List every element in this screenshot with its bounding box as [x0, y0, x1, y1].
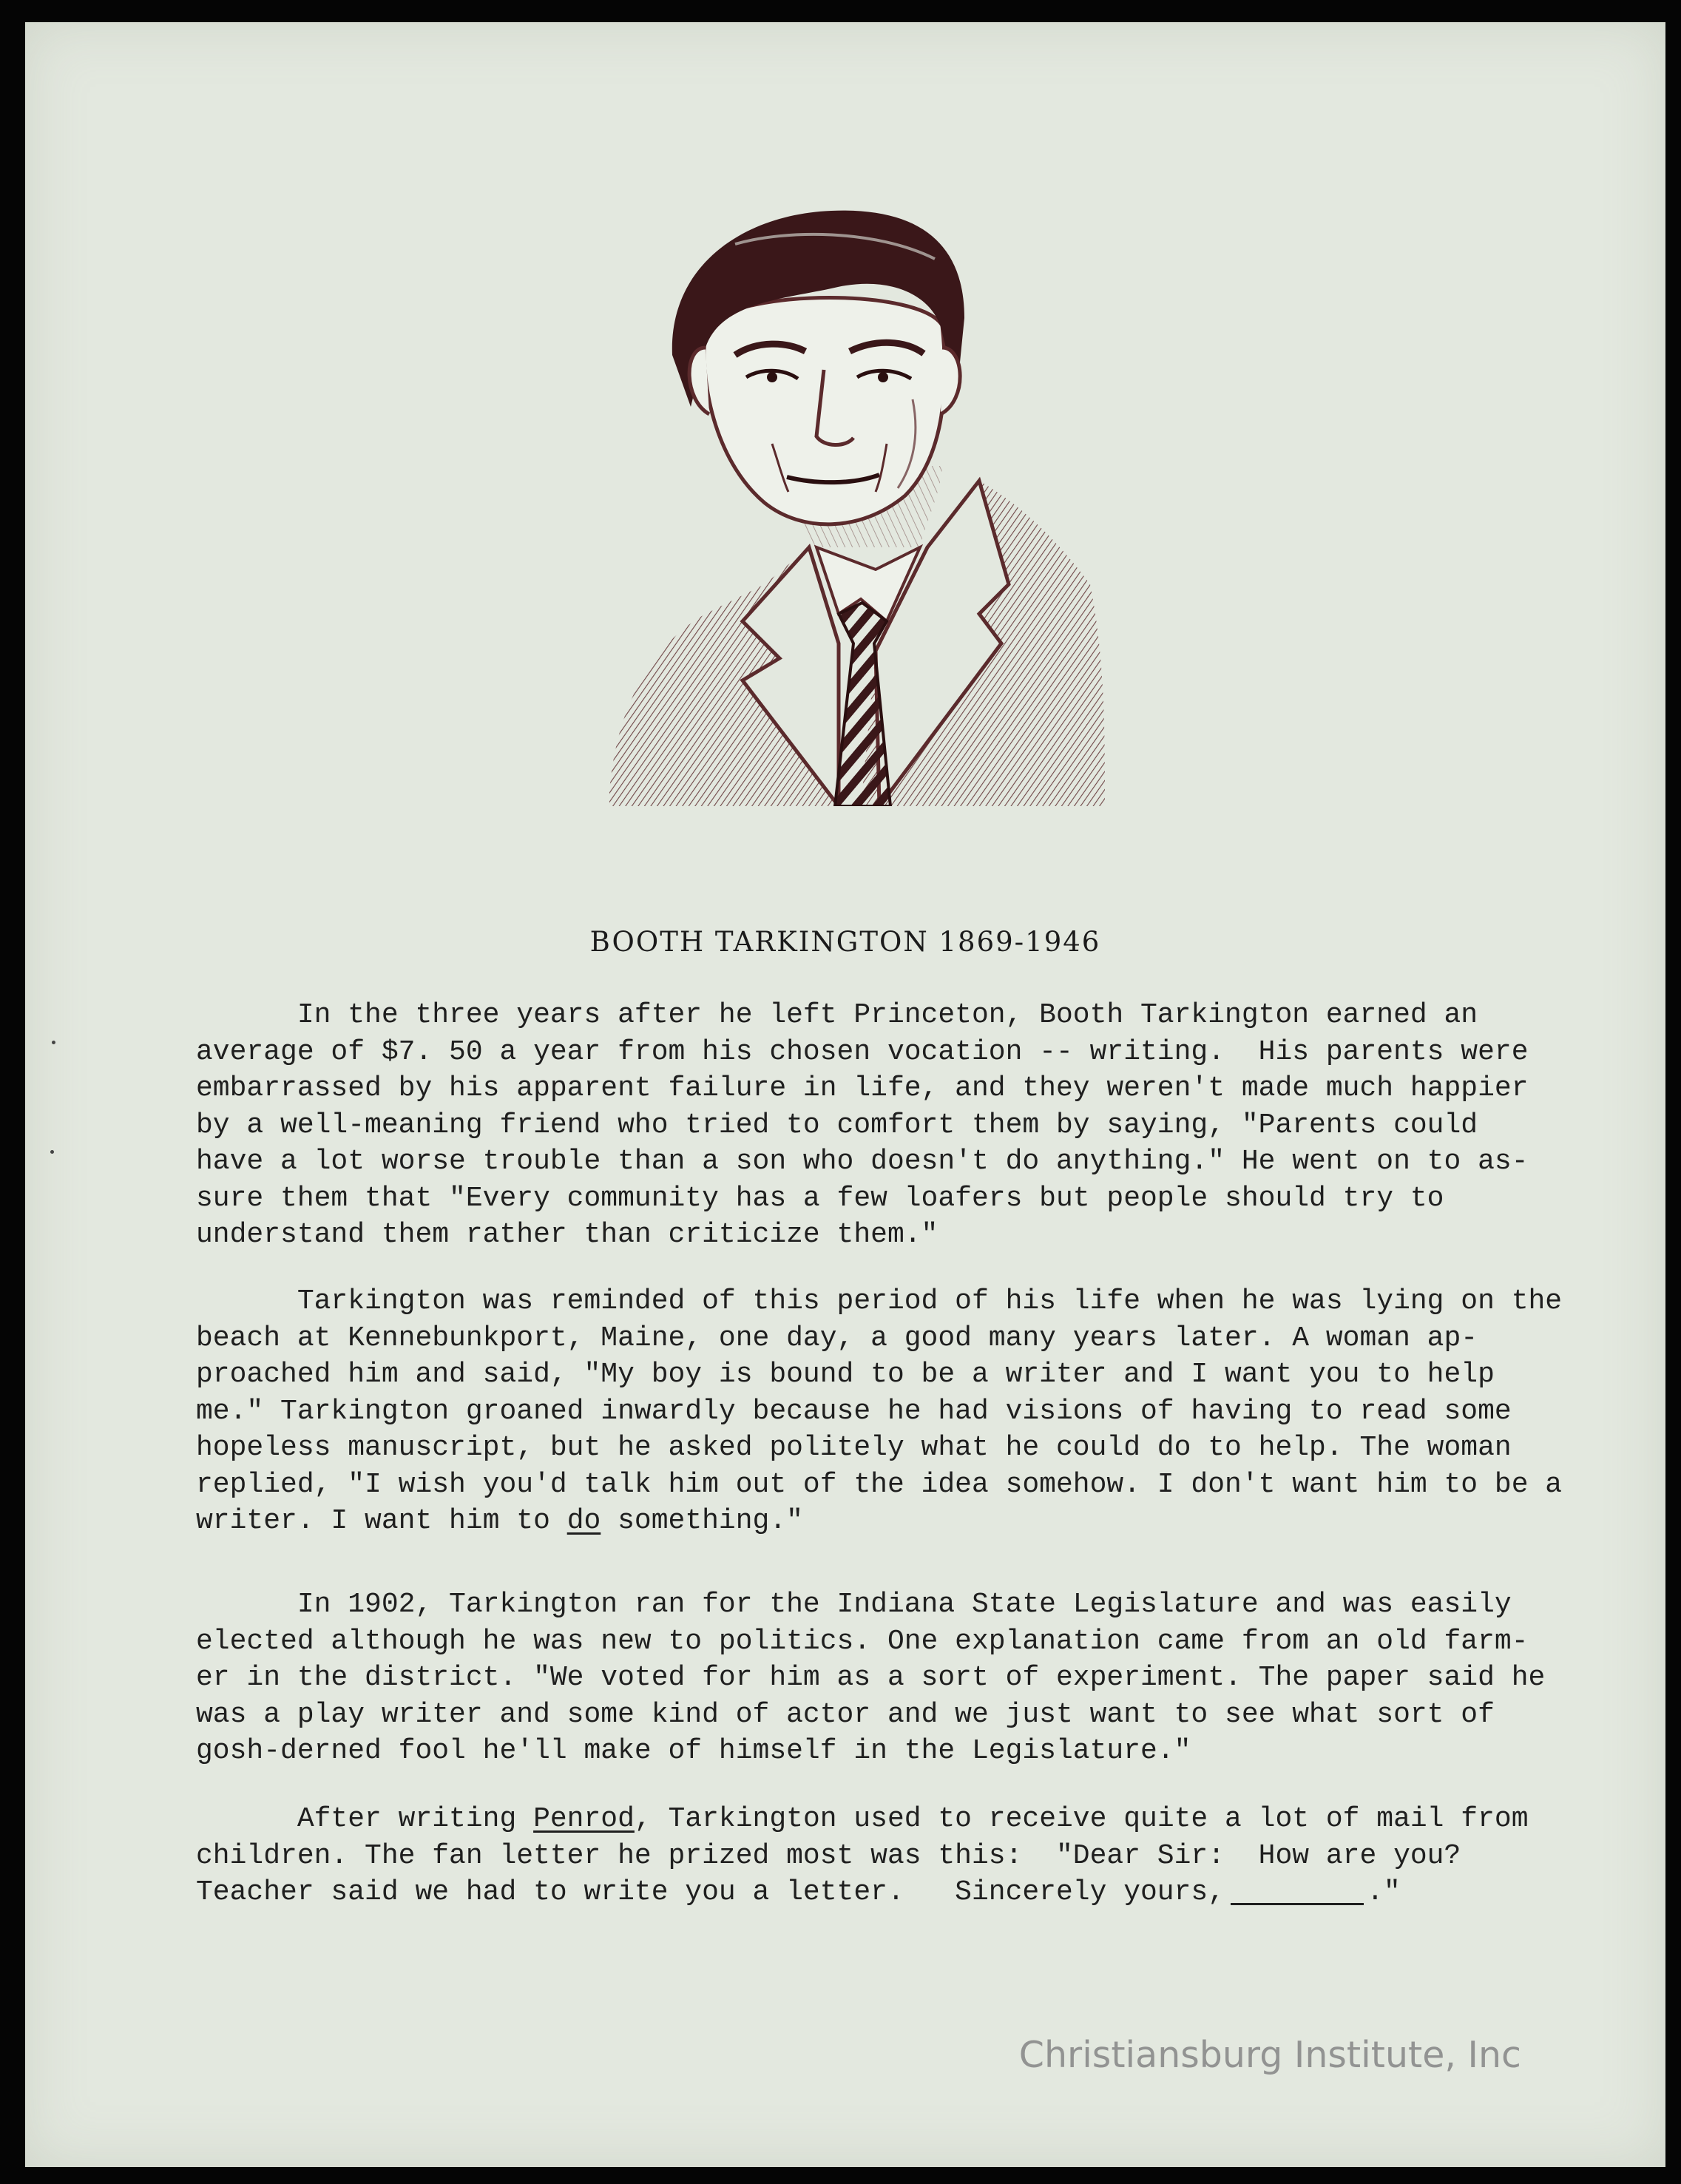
text-line: embarrassed by his apparent failure in life, and they weren't made much happier: [196, 1072, 1529, 1104]
paragraph-4: [196, 1801, 1557, 1911]
text-line: was a play writer and some kind of actor and we just want to see what sort of: [196, 1698, 1495, 1731]
stray-mark: [52, 1041, 55, 1044]
watermark: Christiansburg Institute, Inc: [1018, 2034, 1521, 2076]
portrait-illustration: [595, 200, 1112, 806]
underlined-word: do: [566, 1505, 601, 1537]
text-line: proached him and said, "My boy is bound to be a writer and I want you to help: [196, 1359, 1495, 1390]
text-run: , Tarkington used to receive quite a lot of mail from: [634, 1803, 1529, 1835]
document-page: [25, 22, 1665, 2167]
text-line: beach at Kennebunkport, Maine, one day, a good many years later. A woman ap-: [196, 1322, 1478, 1354]
text-line: replied, "I wish you'd talk him out of the idea somehow. I don't want him to be a: [196, 1468, 1563, 1501]
text-line: average of $7. 50 a year from his chosen vocation -- writing. His parents were: [196, 1035, 1529, 1068]
text-line: elected although he was new to politics. One explanation came from an old farm-: [196, 1625, 1529, 1657]
text-line: Tarkington was reminded of this period of his life when he was lying on the: [196, 1285, 1563, 1317]
book-title-penrod: Penrod: [533, 1803, 635, 1835]
text-line: have a lot worse trouble than a son who doesn't do anything." He went on to as-: [196, 1146, 1529, 1177]
text-line: understand them rather than criticize them.": [196, 1219, 938, 1251]
text-line: gosh-derned fool he'll make of himself in the Legislature.": [196, 1735, 1191, 1767]
paragraph-2: [196, 1283, 1563, 1540]
paragraph-1: [196, 997, 1557, 1254]
text-line: hopeless manuscript, but he asked politely what he could do to help. The woman: [196, 1432, 1512, 1464]
text-line: by a well-meaning friend who tried to comfort them by saying, "Parents could: [196, 1109, 1478, 1141]
text-line: me." Tarkington groaned inwardly because he had visions of having to read some: [196, 1395, 1512, 1427]
paragraph-3: [196, 1586, 1557, 1770]
page-title: BOOTH TARKINGTON 1869-1946: [589, 926, 1101, 958]
text-line: [196, 1801, 1557, 1838]
stray-mark: [50, 1150, 54, 1154]
text-line: er in the district. "We voted for him as a sort of experiment. The paper said he: [196, 1662, 1546, 1694]
text-run: Teacher said we had to write you a letter. Sincerely yours,: [196, 1876, 1225, 1908]
text-line: In the three years after he left Princeton, Booth Tarkington earned an: [196, 999, 1478, 1031]
text-run: writer. I want him to: [196, 1505, 567, 1537]
text-line: children. The fan letter he prized most was this: "Dear Sir: How are you?: [196, 1839, 1461, 1872]
text-line: In 1902, Tarkington ran for the Indiana State Legislature and was easily: [196, 1589, 1512, 1620]
text-run: After writing: [196, 1803, 534, 1835]
text-run: .": [1367, 1876, 1401, 1908]
signature-blank: [1231, 1903, 1364, 1905]
text-line: sure them that "Every community has a few loafers but people should try to: [196, 1182, 1444, 1214]
text-run: something.": [601, 1505, 803, 1537]
text-line: [196, 1874, 1557, 1911]
text-line: [196, 1503, 1557, 1540]
